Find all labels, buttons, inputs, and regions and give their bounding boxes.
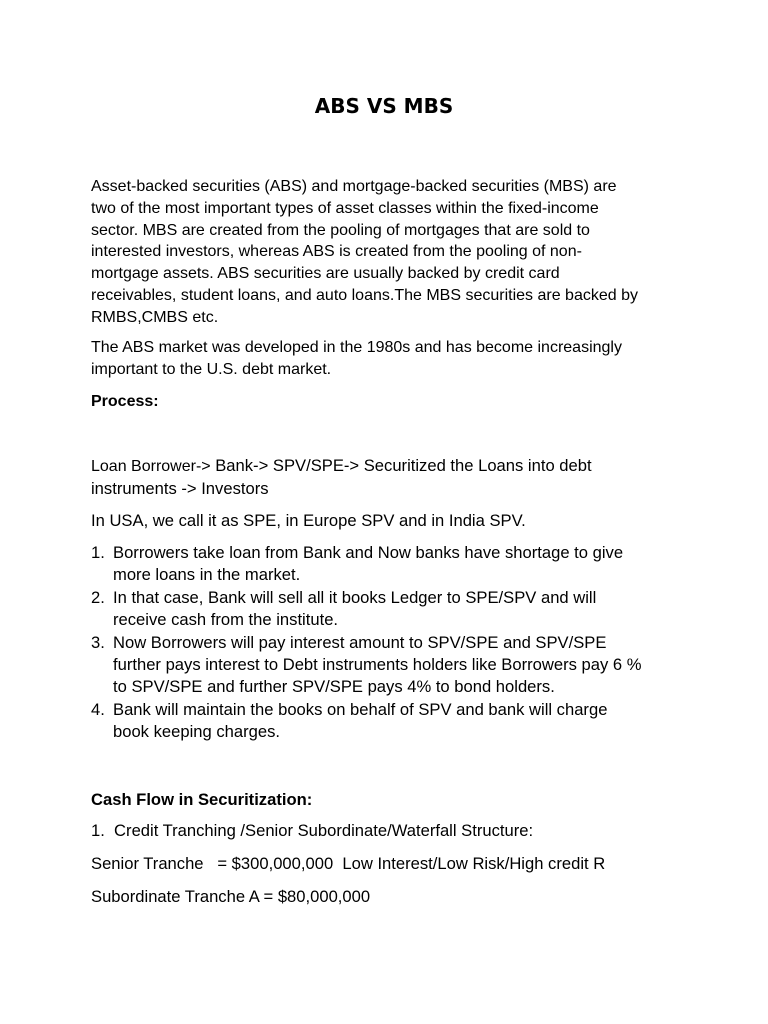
list-item [91, 587, 691, 632]
document-title: ABS VS MBS [314, 94, 454, 118]
history-paragraph [91, 337, 691, 381]
intro-line: two of the most important types of asset classes within the fixed-income [91, 199, 599, 217]
list-item-line: Borrowers take loan from Bank and Now banks have shortage to give [113, 543, 624, 562]
list-item-line: Bank will maintain the books on behalf of SPV and bank will charge [113, 699, 608, 719]
intro-line: Asset-backed securities (ABS) and mortgage-backed securities (MBS) are [91, 178, 617, 195]
tranching-item: 1. Credit Tranching /Senior Subordinate/Waterfall Structure: [91, 821, 534, 840]
process-flow-line [91, 455, 691, 478]
list-item [91, 632, 691, 699]
intro-line: receivables, student loans, and auto loans.The MBS securities are backed by [91, 286, 638, 304]
intro-line: mortgage assets. ABS securities are usually backed by credit card [91, 265, 560, 283]
intro-paragraph [91, 176, 691, 329]
list-number: 3. [91, 632, 105, 652]
naming-paragraph: In USA, we call it as SPE, in Europe SPV and in India SPV. [91, 511, 526, 530]
intro-line: interested investors, whereas ABS is created from the pooling of non- [91, 243, 582, 261]
list-item-line: In that case, Bank will sell all it books Ledger to SPE/SPV and will [113, 587, 597, 607]
list-number: 2. [91, 587, 105, 607]
process-flow-line-2: instruments -> Investors [91, 479, 269, 498]
list-number: 4. [91, 699, 105, 719]
list-item [91, 699, 691, 744]
subordinate-tranche-line: Subordinate Tranche A = $80,000,000 [91, 887, 371, 906]
list-item-line: to SPV/SPE and further SPV/SPE pays 4% to bond holders. [113, 677, 555, 697]
process-steps-list [91, 542, 691, 744]
list-item-line: Now Borrowers will pay interest amount to SPV/SPE and SPV/SPE [113, 632, 607, 652]
flow-rest: Bank-> SPV/SPE-> Securitized the Loans into debt [210, 456, 592, 475]
process-flow [91, 455, 691, 500]
history-line: important to the U.S. debt market. [91, 360, 332, 378]
process-heading: Process: [91, 393, 159, 410]
list-item-line: more loans in the market. [113, 565, 301, 585]
list-item-line: receive cash from the institute. [113, 610, 339, 630]
senior-tranche-line: Senior Tranche = $300,000,000 Low Interest/Low Risk/High credit R [91, 854, 606, 873]
intro-line: sector. MBS are created from the pooling of mortgages that are sold to [91, 221, 590, 239]
history-line: The ABS market was developed in the 1980s and has become increasingly [91, 339, 622, 356]
list-number: 1. [91, 543, 105, 562]
list-item-line: further pays interest to Debt instruments holders like Borrowers pay 6 % [113, 655, 642, 675]
cashflow-heading: Cash Flow in Securitization: [91, 790, 313, 809]
list-item [91, 542, 691, 587]
intro-line: RMBS,CMBS etc. [91, 308, 219, 326]
flow-prefix: Loan Borrower-> [91, 458, 211, 475]
list-item-line: book keeping charges. [113, 722, 280, 742]
